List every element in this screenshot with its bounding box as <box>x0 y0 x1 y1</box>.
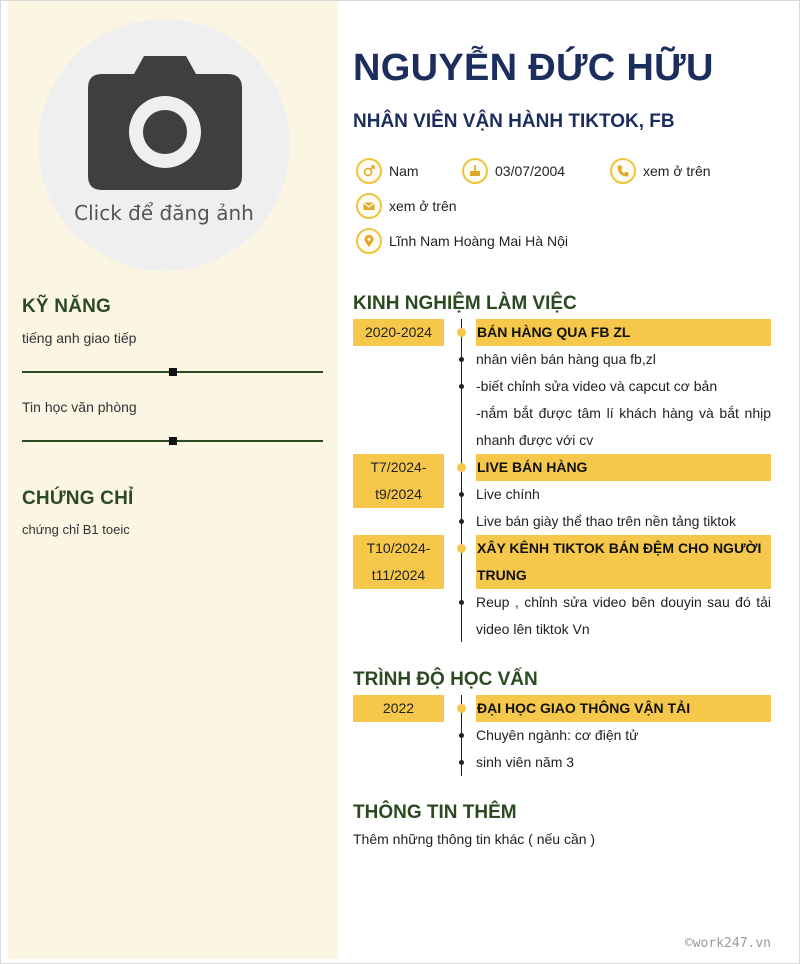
skill-name: tiếng anh giao tiếp <box>22 330 137 346</box>
more-info-heading: THÔNG TIN THÊM <box>353 802 517 823</box>
timeline-dot <box>457 328 466 337</box>
mail-icon <box>356 193 382 219</box>
job-bullet: -nắm bắt được tâm lí khách hàng và bắt nhịp nhanh được với cv <box>476 405 771 448</box>
bullet-dot <box>459 600 464 605</box>
education-heading: TRÌNH ĐỘ HỌC VẤN <box>353 669 538 690</box>
education-date: 2022 <box>353 695 444 722</box>
timeline-dot <box>457 463 466 472</box>
job-title: BÁN HÀNG QUA FB ZL <box>476 319 771 346</box>
school-name: ĐẠI HỌC GIAO THÔNG VẬN TẢI <box>476 695 771 722</box>
job-bullet: nhân viên bán hàng qua fb,zl <box>476 351 656 367</box>
job-date: T7/2024-t9/2024 <box>353 454 444 508</box>
job-bullet: Reup , chỉnh sửa video bên douyin sau đó tải video lên tiktok Vn <box>476 594 771 637</box>
experience-timeline <box>461 319 462 642</box>
job-title: LIVE BÁN HÀNG <box>476 454 771 481</box>
job-date: T10/2024-t11/2024 <box>353 535 444 589</box>
map-pin-icon <box>356 228 382 254</box>
job-bullet: Live chính <box>476 486 540 502</box>
job-date: 2020-2024 <box>353 319 444 346</box>
birthday-info <box>462 158 565 184</box>
candidate-name: NGUYỄN ĐỨC HỮU <box>353 47 714 89</box>
more-info-text: Thêm những thông tin khác ( nếu cần ) <box>353 831 596 847</box>
bullet-dot <box>459 492 464 497</box>
job-bullet: Live bán giày thể thao trên nền tảng tiktok <box>476 513 736 529</box>
skills-heading: KỸ NĂNG <box>22 296 112 317</box>
skill-level-bar <box>22 371 323 373</box>
job-title: NHÂN VIÊN VẬN HÀNH TIKTOK, FB <box>353 111 675 132</box>
phone-icon <box>610 158 636 184</box>
certificate-item: chứng chỉ B1 toeic <box>22 522 130 537</box>
skill-level-knob[interactable] <box>169 437 177 445</box>
gender-value: Nam <box>389 163 419 179</box>
avatar-label: Click để đăng ảnh <box>74 201 254 225</box>
skill-name: Tin học văn phòng <box>22 399 137 415</box>
gender-info <box>356 158 419 184</box>
email-value: xem ở trên <box>389 198 457 214</box>
bullet-dot <box>459 384 464 389</box>
job-title: XÂY KÊNH TIKTOK BÁN ĐỆM CHO NGƯỜI TRUNG <box>476 535 771 589</box>
avatar-upload[interactable] <box>38 19 290 271</box>
education-bullet: Chuyên ngành: cơ điện tử <box>476 727 639 743</box>
skill-level-knob[interactable] <box>169 368 177 376</box>
bullet-dot <box>459 357 464 362</box>
bullet-dot <box>459 519 464 524</box>
address-value: Lĩnh Nam Hoàng Mai Hà Nội <box>389 233 568 249</box>
timeline-dot <box>457 704 466 713</box>
gender-icon <box>356 158 382 184</box>
address-info <box>356 228 568 254</box>
skill-level-bar <box>22 440 323 442</box>
experience-heading: KINH NGHIỆM LÀM VIỆC <box>353 293 577 314</box>
cake-icon <box>462 158 488 184</box>
left-sidebar <box>8 1 338 959</box>
certificates-heading: CHỨNG CHỈ <box>22 488 134 509</box>
camera-icon <box>88 56 242 190</box>
watermark: ©work247.vn <box>684 936 771 951</box>
phone-info <box>610 158 711 184</box>
job-bullet: -biết chỉnh sửa video và capcut cơ bản <box>476 378 718 394</box>
timeline-dot <box>457 544 466 553</box>
education-bullet: sinh viên năm 3 <box>476 754 575 770</box>
birthday-value: 03/07/2004 <box>495 163 566 179</box>
bullet-dot <box>459 733 464 738</box>
bullet-dot <box>459 760 464 765</box>
phone-value: xem ở trên <box>643 163 711 179</box>
email-info <box>356 193 457 219</box>
